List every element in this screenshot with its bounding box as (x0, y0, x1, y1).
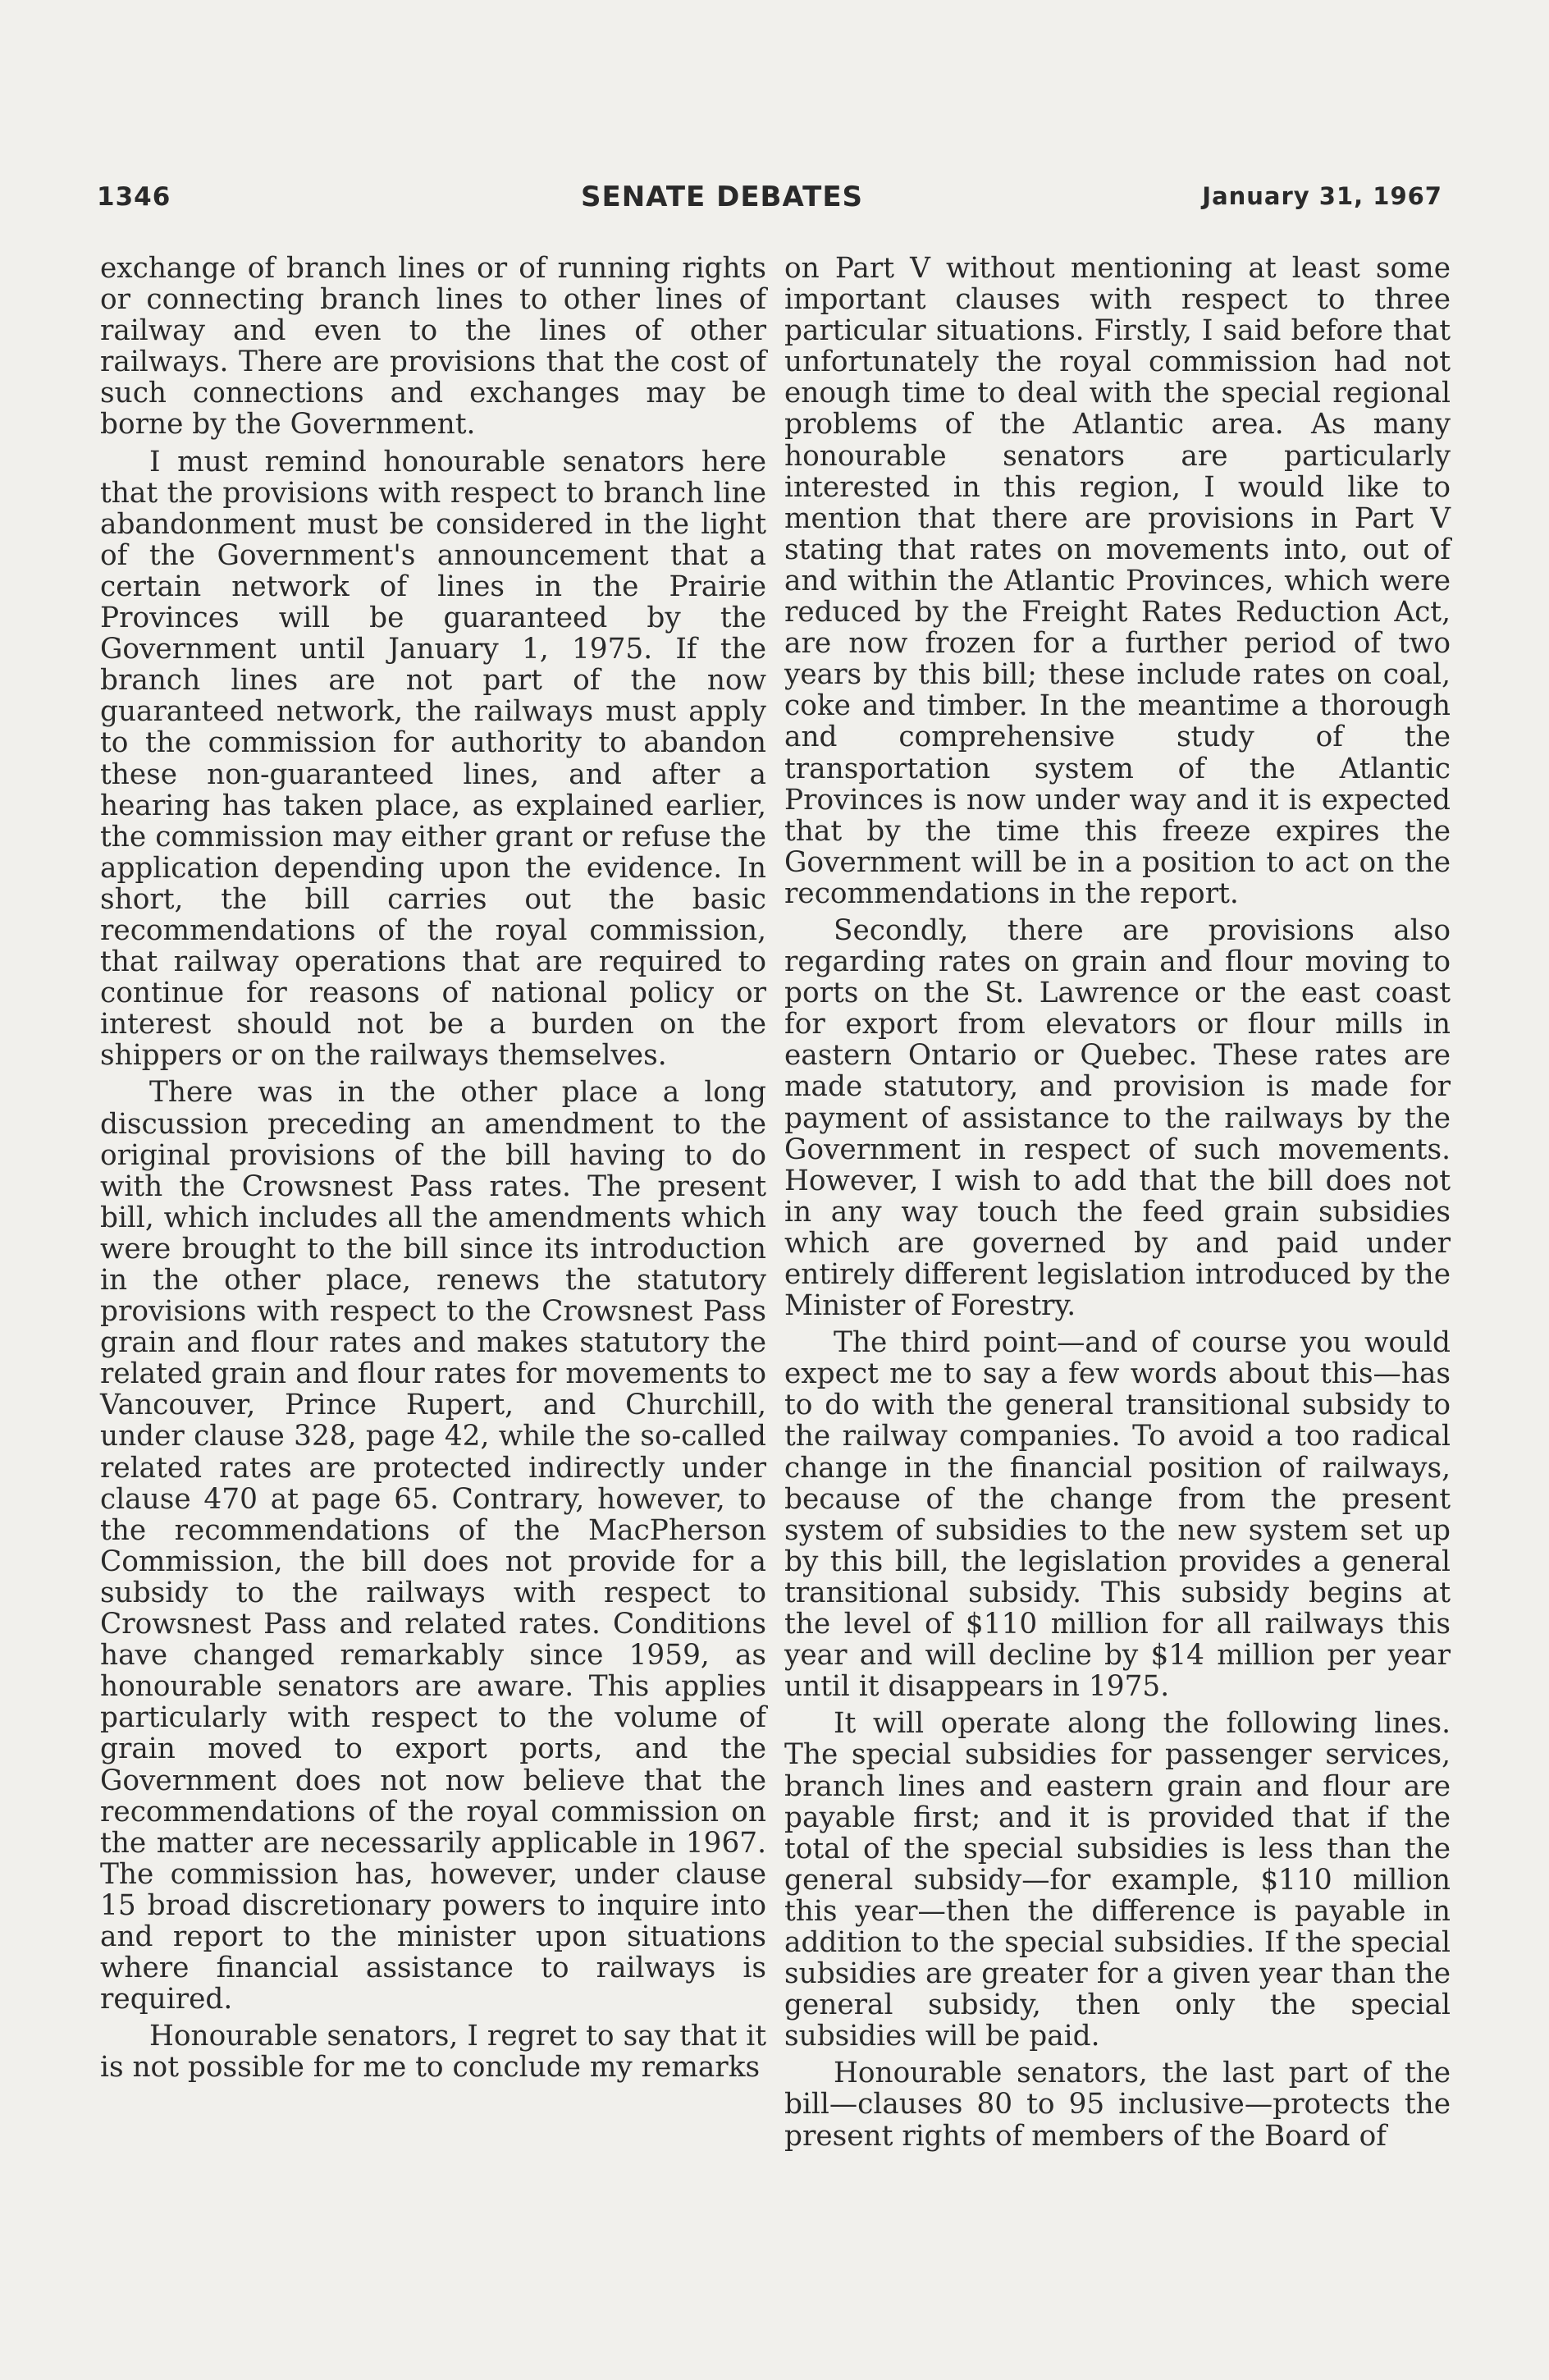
header-date: January 31, 1967 (1202, 182, 1442, 210)
right-column (784, 253, 1451, 2158)
left-column (100, 253, 766, 2089)
paragraph: It will operate along the following lines. The special subsidies for passenger services, branch lines and eastern grain and flour are payable first; and it is provided that if the total of the special subsidies is less than the general subsidy—for example, $110 million this year—then the difference is payable in addition to the special subsidies. If the special subsidies are greater for a given year than the general subsidy, then only the special subsidies will be paid. (784, 1707, 1451, 2053)
paragraph: I must remind honourable senators here that the provisions with respect to branch line abandonment must be considered in the light of the Government's announcement that a certain network of lines in the Prairie Provinces will be guaranteed by the Government until January 1, 1975. If the branch lines are not part of the now guaranteed network, the railways must apply to the commission for authority to abandon these non-guaranteed lines, and after a hearing has taken place, as explained earlier, the commission may either grant or refuse the application depending upon the evidence. In short, the bill carries out the basic recommendations of the royal commission, that railway operations that are required to continue for reasons of national policy or interest should not be a burden on the shippers or on the railways themselves. (100, 445, 766, 1073)
paragraph: There was in the other place a long discussion preceding an amendment to the original provisions of the bill having to do with the Crowsnest Pass rates. The present bill, which includes all the amendments which were brought to the bill since its introduction in the other place, renews the statutory provisions with respect to the Crowsnest Pass grain and flour rates and makes statutory the related grain and flour rates for movements to Vancouver, Prince Rupert, and Churchill, under clause 328, page 42, while the so-called related rates are protected indirectly under clause 470 at page 65. Contrary, however, to the recommendations of the MacPherson Commission, the bill does not provide for a subsidy to the railways with respect to Crowsnest Pass and related rates. Conditions have changed remarkably since 1959, as honourable senators are aware. This applies particularly with respect to the volume of grain moved to export ports, and the Government does not now believe that the recommendations of the royal commission on the matter are necessarily applicable in 1967. The commission has, however, under clause 15 broad discretionary powers to inquire into and report to the minister upon situations where financial assistance to railways is required. (100, 1076, 766, 2016)
paragraph: Honourable senators, the last part of the bill—clauses 80 to 95 inclusive—protects the present rights of members of the Board of (784, 2057, 1451, 2153)
page-header (97, 182, 1442, 223)
paragraph: on Part V without mentioning at least some important clauses with respect to three particular situations. Firstly, I said before that unfortunately the royal commission had not enough time to deal with the special regional problems of the Atlantic area. As many honourable senators are particularly interested in this region, I would like to mention that there are provisions in Part V stating that rates on movements into, out of and within the Atlantic Provinces, which were reduced by the Freight Rates Reduction Act, are now frozen for a further period of two years by this bill; these include rates on coal, coke and timber. In the meantime a thorough and comprehensive study of the transportation system of the Atlantic Provinces is now under way and it is expected that by the time this freeze expires the Government will be in a position to act on the recommendations in the report. (784, 252, 1451, 910)
paragraph: Honourable senators, I regret to say that it is not possible for me to conclude my remarks (100, 2020, 766, 2085)
page-number: 1346 (97, 182, 171, 212)
paragraph: exchange of branch lines or of running rights or connecting branch lines to other lines of railway and even to the lines of other railways. There are provisions that the cost of such connections and exchanges may be borne by the Government. (100, 252, 766, 442)
paragraph: Secondly, there are provisions also regarding rates on grain and flour moving to ports on the St. Lawrence or the east coast for export from elevators or flour mills in eastern Ontario or Quebec. These rates are made statutory, and provision is made for payment of assistance to the railways by the Government in respect of such movements. However, I wish to add that the bill does not in any way touch the feed grain subsidies which are governed by and paid under entirely different legislation introduced by the Minister of Forestry. (784, 913, 1451, 1323)
running-title: SENATE DEBATES (581, 181, 864, 213)
paragraph: The third point—and of course you would expect me to say a few words about this—has to do with the general transitional subsidy to the railway companies. To avoid a too radical change in the financial position of railways, because of the change from the present system of subsidies to the new system set up by this bill, the legislation provides a general transitional subsidy. This subsidy begins at the level of $110 million for all railways this year and will decline by $14 million per year until it disappears in 1975. (784, 1326, 1451, 1704)
